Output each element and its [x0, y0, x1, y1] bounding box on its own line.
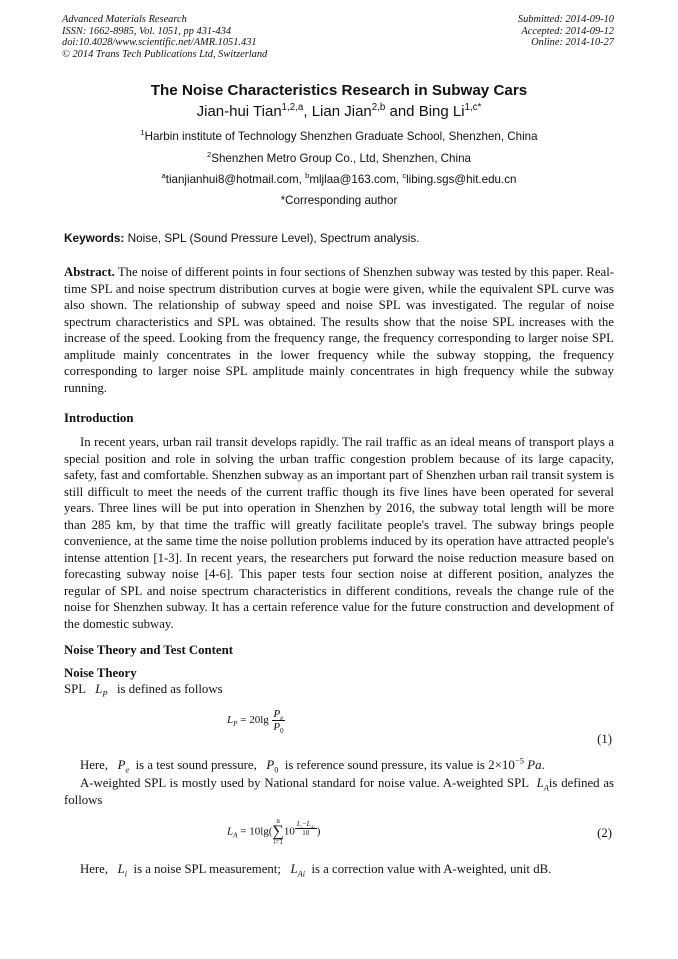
- subsection-heading: Noise Theory: [64, 666, 137, 680]
- spl-definition: [64, 682, 614, 697]
- emails: [0, 173, 678, 186]
- aff1-text: Harbin institute of Technology Shenzhen Graduate School, Shenzhen, China: [144, 130, 538, 143]
- dates-info: [518, 14, 614, 49]
- aff1-sup: 1: [140, 128, 145, 138]
- here1-b: is a test sound pressure,: [135, 758, 257, 772]
- online-date: Online: 2014-10-27: [531, 37, 614, 49]
- author-3: Bing Li: [418, 103, 465, 120]
- la-symbol: $L_A$: [536, 776, 549, 793]
- here1-c: is reference sound pressure, its value is: [284, 758, 485, 772]
- aweighted-c: defined as follows: [64, 776, 615, 807]
- p0-symbol: $P_0$: [266, 758, 279, 775]
- aweighted-b: is: [548, 776, 558, 790]
- aweighted-text: [64, 775, 614, 808]
- introduction-text: In recent years, urban rail transit develops rapidly. The rail traffic as an ideal means of transport plays a special position and role in solving the urban traffic congestion problem because of its large capacity, safety, fast and comfortable. Shenzhen subway as an important part of Shenzhen urban rail transit system is still difficult to meet the needs of the current traffic though its five lines have been operated for several years. Three lines will be put into operation in Shenzhen by 2016, the subway total length will be more than 285 km, by that time the traffic will greatly facilitate people's travel. The subway brings people convenience, at the same time the noise pollution problems induced by its operation have attracted people's intense attention [1-3]. In recent years, the researchers put forward the noise reduction measure based on forecasting subway noise [4-6]. This paper tests four section noise at different position, analyzes the regular of SPL and noise spectrum characteristics in different conditions, reveals the change rule of the noise for Shenzhen subway. It has a certain reference value for the future construction and development of the domestic subway.: [64, 435, 614, 631]
- abstract-label: Abstract.: [64, 265, 115, 279]
- affiliation-2: [0, 152, 678, 165]
- email-b: mljlaa@163.com,: [309, 173, 400, 186]
- here1-a: Here,: [80, 758, 109, 772]
- journal-info: [62, 14, 267, 60]
- issn: ISSN: 1662-8985, Vol. 1051, pp 431-434: [62, 25, 232, 37]
- affiliation-1: [0, 130, 678, 143]
- keywords: [64, 231, 614, 245]
- email-b-sup: b: [305, 171, 310, 181]
- author-and: and: [389, 103, 415, 120]
- submitted-date: Submitted: 2014-09-10: [517, 14, 614, 25]
- abstract: [64, 264, 614, 396]
- equation-1: $L_P = 20\lg$ $\frac{P_e}{P_0}$: [227, 708, 284, 736]
- author-1: Jian-hui Tian: [196, 103, 282, 120]
- author-list: Jian-hui Tian$^{1,2,a}$, Lian Jian$^{2,b}$ and Bing $Li^{1,c*}$: [196, 102, 482, 120]
- journal-name: Advanced Materials Research: [62, 14, 187, 25]
- here-line-1: Here, $P_e$ is a test sound pressure, $P_0$ is reference sound pressure, its value is $2\times 10^{-5}$ Pa.: [80, 755, 545, 775]
- keywords-text: Noise, SPL (Sound Pressure Level), Spectrum analysis.: [127, 231, 420, 245]
- email-a: tianjianhui8@hotmail.com,: [165, 173, 302, 186]
- li-symbol: $L_i$: [117, 862, 128, 879]
- corresponding-author: *Corresponding author: [280, 194, 398, 207]
- here2-c: is a correction value with A-weighted, unit dB.: [311, 862, 552, 876]
- abstract-text: The noise of different points in four sections of Shenzhen subway was tested by this paper. Real-time SPL and noise spectrum distribution curves at bogie were given, while the equivalent SPL curve was also shown. The relationship of subway speed and noise SPL was investigated. The regular of noise spectrum characteristics and SPL was obtained. The results show that the noise SPL increases with the increase of the speed. Looking from the frequency range, the frequency corresponding to larger noise SPL amplitude mainly concentrates in the lower frequency while the subway stopping, the frequency corresponding to larger noise SPL amplitude mainly concentrates in high frequency while the subway running.: [64, 265, 615, 395]
- lai-symbol: $L_{Ai}$: [290, 862, 306, 879]
- copyright: © 2014 Trans Tech Publications Ltd, Switzerland: [62, 48, 268, 60]
- aff2-text: Shenzhen Metro Group Co., Ltd, Shenzhen, China: [211, 152, 471, 165]
- paper-title: The Noise Characteristics Research in Subway Cars: [150, 82, 528, 99]
- pe-symbol: $P_e$: [117, 758, 130, 775]
- introduction-heading: Introduction: [64, 411, 134, 425]
- equation-2-number: (2): [597, 826, 612, 840]
- ref-pressure-value: $2\times 10^{-5}$ Pa: [488, 755, 542, 772]
- author-3-sup: 1,c*: [464, 102, 482, 113]
- doi: doi:10.4028/www.scientific.net/AMR.1051.431: [62, 37, 257, 49]
- author-2: Lian Jian: [311, 103, 372, 120]
- spl-def-pre: SPL: [64, 682, 86, 696]
- here2-a: Here,: [80, 862, 109, 876]
- keywords-label: Keywords:: [64, 231, 125, 245]
- email-a-sup: a: [161, 171, 166, 181]
- aff2-sup: 2: [207, 150, 212, 160]
- email-c-sup: c: [402, 171, 407, 181]
- section-heading: Noise Theory and Test Content: [64, 643, 233, 657]
- equation-1-number: (1): [597, 732, 612, 746]
- equation-2: $L_A = 10\lg$( n ∑ i=1 10 $^{\frac{L_i-L_{Ai}}{10}}$ ): [227, 817, 321, 846]
- author-1-sup: 1,2,a: [281, 102, 304, 113]
- spl-def-post: is defined as follows: [117, 682, 223, 696]
- aweighted-a: A-weighted SPL is mostly used by National standard for noise value. A-weighted SPL: [80, 776, 530, 790]
- here2-b: is a noise SPL measurement;: [133, 862, 281, 876]
- lp-symbol: $L_P$: [95, 682, 108, 699]
- accepted-date: Accepted: 2014-09-12: [521, 25, 614, 37]
- email-c: libing.sgs@hit.edu.cn: [406, 173, 517, 186]
- here-line-2: [64, 862, 630, 877]
- author-2-sup: 2,b: [371, 102, 386, 113]
